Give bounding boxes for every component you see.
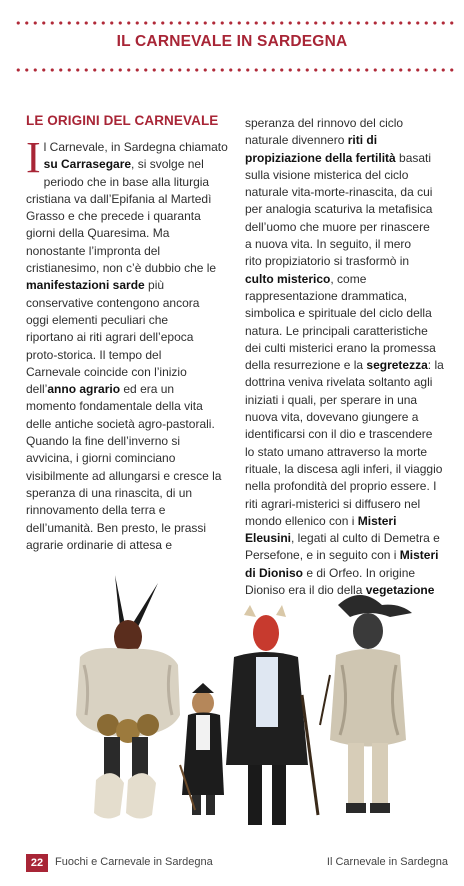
text-span: iniziati i quali, per sperare in una [245, 392, 418, 407]
carnival-masks-photo [20, 565, 450, 850]
text-span: naturale divennero [245, 133, 348, 148]
text-line [245, 288, 447, 305]
text-span: , si svolge nel [131, 157, 204, 172]
chapter-title: IL CARNEVALE IN SARDEGNA [116, 33, 348, 50]
text-span: lo stato umano attraverso la morte [245, 444, 428, 459]
text-span: per analogia scaturiva la metafisica [245, 202, 433, 217]
text-line [245, 340, 447, 357]
text-line [26, 260, 231, 277]
text-line [245, 219, 447, 236]
masked-figure-red-mask [226, 605, 318, 825]
dotted-divider-bottom [14, 67, 454, 73]
bold-term: Misteri [357, 513, 397, 528]
text-span: speranza di una rinascita, di un [26, 485, 193, 500]
bold-term: Misteri [399, 548, 439, 563]
drop-cap: I [26, 133, 41, 182]
text-line [26, 485, 231, 502]
text-span: giorni della Quaresima. Ma [26, 226, 170, 241]
text-span: cristianesimo, non c’è dubbio che le [26, 261, 217, 276]
text-span: oggi elementi peculiari che [26, 312, 169, 327]
bold-term: riti di [347, 133, 378, 148]
text-span: rinnovamento della terra e [26, 503, 166, 518]
text-line [245, 115, 447, 132]
text-line [245, 478, 447, 495]
text-line [26, 139, 231, 156]
text-line [26, 468, 231, 485]
bold-term: su Carrasegare [43, 157, 132, 172]
page-number: 22 [26, 854, 48, 872]
text-line [26, 520, 231, 537]
bold-term: segretezza [366, 358, 428, 373]
text-line [245, 132, 447, 149]
text-span: rito propiziatorio si trasformò in [245, 254, 410, 269]
text-span: simbolica e spirituale del ciclo della [245, 306, 432, 321]
text-span: nella profondità del proprio essere. I [245, 479, 437, 494]
section-title: LE ORIGINI DEL CARNEVALE [26, 113, 219, 128]
text-line [245, 444, 447, 461]
text-line [26, 295, 231, 312]
text-line [245, 426, 447, 443]
text-line [26, 537, 231, 554]
text-span: agrarie ordinarie di attesa e [26, 537, 173, 552]
text-span: mondo ellenico con i [245, 513, 358, 528]
text-line [245, 201, 447, 218]
bold-term: culto misterico [245, 271, 331, 286]
page-footer [0, 854, 464, 876]
text-span: avvicina, i giorni cominciano [26, 451, 176, 466]
bold-term: Eleusini [245, 531, 292, 546]
masked-figure-sheepskin [320, 595, 412, 813]
text-line [245, 530, 447, 547]
text-span: a nuova vita. In seguito, il mero [245, 237, 412, 252]
text-line [26, 156, 231, 173]
text-line [245, 374, 447, 391]
text-span: rituale, la discesa agli inferi, il viaggio [245, 461, 443, 476]
text-span: natura. Le principali caratteristiche [245, 323, 428, 338]
bold-term: propiziazione della fertilità [245, 150, 396, 165]
footer-chapter-title: Il Carnevale in Sardegna [326, 856, 448, 868]
text-line [245, 496, 447, 513]
text-span: l Carnevale, in Sardegna chiamato [43, 140, 228, 154]
text-span: speranza del rinnovo del ciclo [245, 116, 404, 130]
text-line [245, 271, 447, 288]
text-line [245, 513, 447, 530]
text-line [245, 357, 447, 374]
text-span: identificarsi con il dio e trascendere [245, 427, 433, 442]
text-span: , come [330, 271, 367, 286]
text-line [245, 392, 447, 409]
dotted-divider-top [14, 20, 454, 26]
text-line [245, 461, 447, 478]
text-line [26, 225, 231, 242]
text-line [26, 433, 231, 450]
text-line [26, 312, 231, 329]
text-line [245, 184, 447, 201]
bold-term: di Dioniso [245, 565, 303, 580]
masked-figure-horned [76, 575, 180, 819]
text-line [245, 547, 447, 564]
text-span: proto-storica. Il tempo del [26, 347, 162, 362]
bold-term: manifestazioni sarde [26, 278, 145, 293]
text-span: Quando la fine dell’inverno si [26, 434, 181, 449]
text-line [245, 253, 447, 270]
text-span: visibilmente ad allungarsi e cresce la [26, 468, 222, 483]
bold-term: anno agrario [47, 382, 121, 397]
text-span: Dioniso era il dio della [245, 583, 366, 598]
text-span: più [144, 278, 165, 293]
text-span: della resurrezione e la [245, 358, 367, 373]
text-span: : la [427, 358, 444, 373]
text-span: sulla visione misterica del ciclo [245, 167, 409, 182]
text-line [245, 167, 447, 184]
text-span: nuova vita, dovevano giungere a [245, 410, 419, 425]
text-span: nonostante l’impronta del [26, 243, 161, 258]
text-span: rappresentazione drammatica, [245, 288, 408, 303]
text-line [245, 323, 447, 340]
text-line [26, 277, 231, 294]
text-line [245, 409, 447, 426]
text-span: dottrina veniva rivelata soltanto agli [245, 375, 433, 390]
masked-figure-child [180, 683, 224, 815]
text-line [26, 191, 231, 208]
text-span: naturale vita-morte-rinascita, da cui [245, 185, 433, 200]
text-line [245, 305, 447, 322]
text-span: basati [395, 150, 432, 165]
text-span: momento fondamentale della vita [26, 399, 203, 414]
text-span: , legati al culto di Demetra e [291, 531, 440, 546]
text-span: conservative contengono ancora [26, 295, 200, 310]
text-line [245, 150, 447, 167]
footer-book-title: Fuochi e Carnevale in Sardegna [55, 856, 213, 868]
text-line [26, 450, 231, 467]
text-span: dell’uomo che muore per rinascere [245, 219, 430, 234]
text-span: Carnevale coincide con l’inizio [26, 364, 187, 379]
text-line [26, 174, 231, 191]
text-span: ed era un [120, 382, 175, 397]
text-line [26, 243, 231, 260]
bold-term: vegetazione [365, 583, 435, 598]
text-column-right [245, 115, 447, 599]
text-span: dei culti misterici erano la promessa [245, 340, 436, 355]
text-span: dell’ [26, 382, 48, 397]
text-span: periodo che in base alla liturgia [43, 174, 210, 189]
text-span: delle antiche società agro-pastorali. [26, 416, 215, 431]
text-line [26, 398, 231, 415]
text-line [26, 208, 231, 225]
text-line [26, 364, 231, 381]
text-line [26, 416, 231, 433]
text-span: riportano ai riti agrari dell’epoca [26, 330, 194, 345]
text-line [26, 502, 231, 519]
text-span: Persefone, e in seguito con i [245, 548, 400, 563]
text-span: dell’umanità. Ben presto, le prassi [26, 520, 207, 535]
text-line [26, 329, 231, 346]
text-span: cristiana va dall’Epifania al Martedì [26, 191, 212, 206]
text-line [26, 347, 231, 364]
text-column-left [26, 133, 231, 554]
text-line [26, 381, 231, 398]
text-span: riti agrari-misterici si diffusero nel [245, 496, 421, 511]
text-span: e di Orfeo. In origine [303, 565, 416, 580]
text-line [245, 236, 447, 253]
text-span: Grasso e che precede i quaranta [26, 209, 201, 224]
